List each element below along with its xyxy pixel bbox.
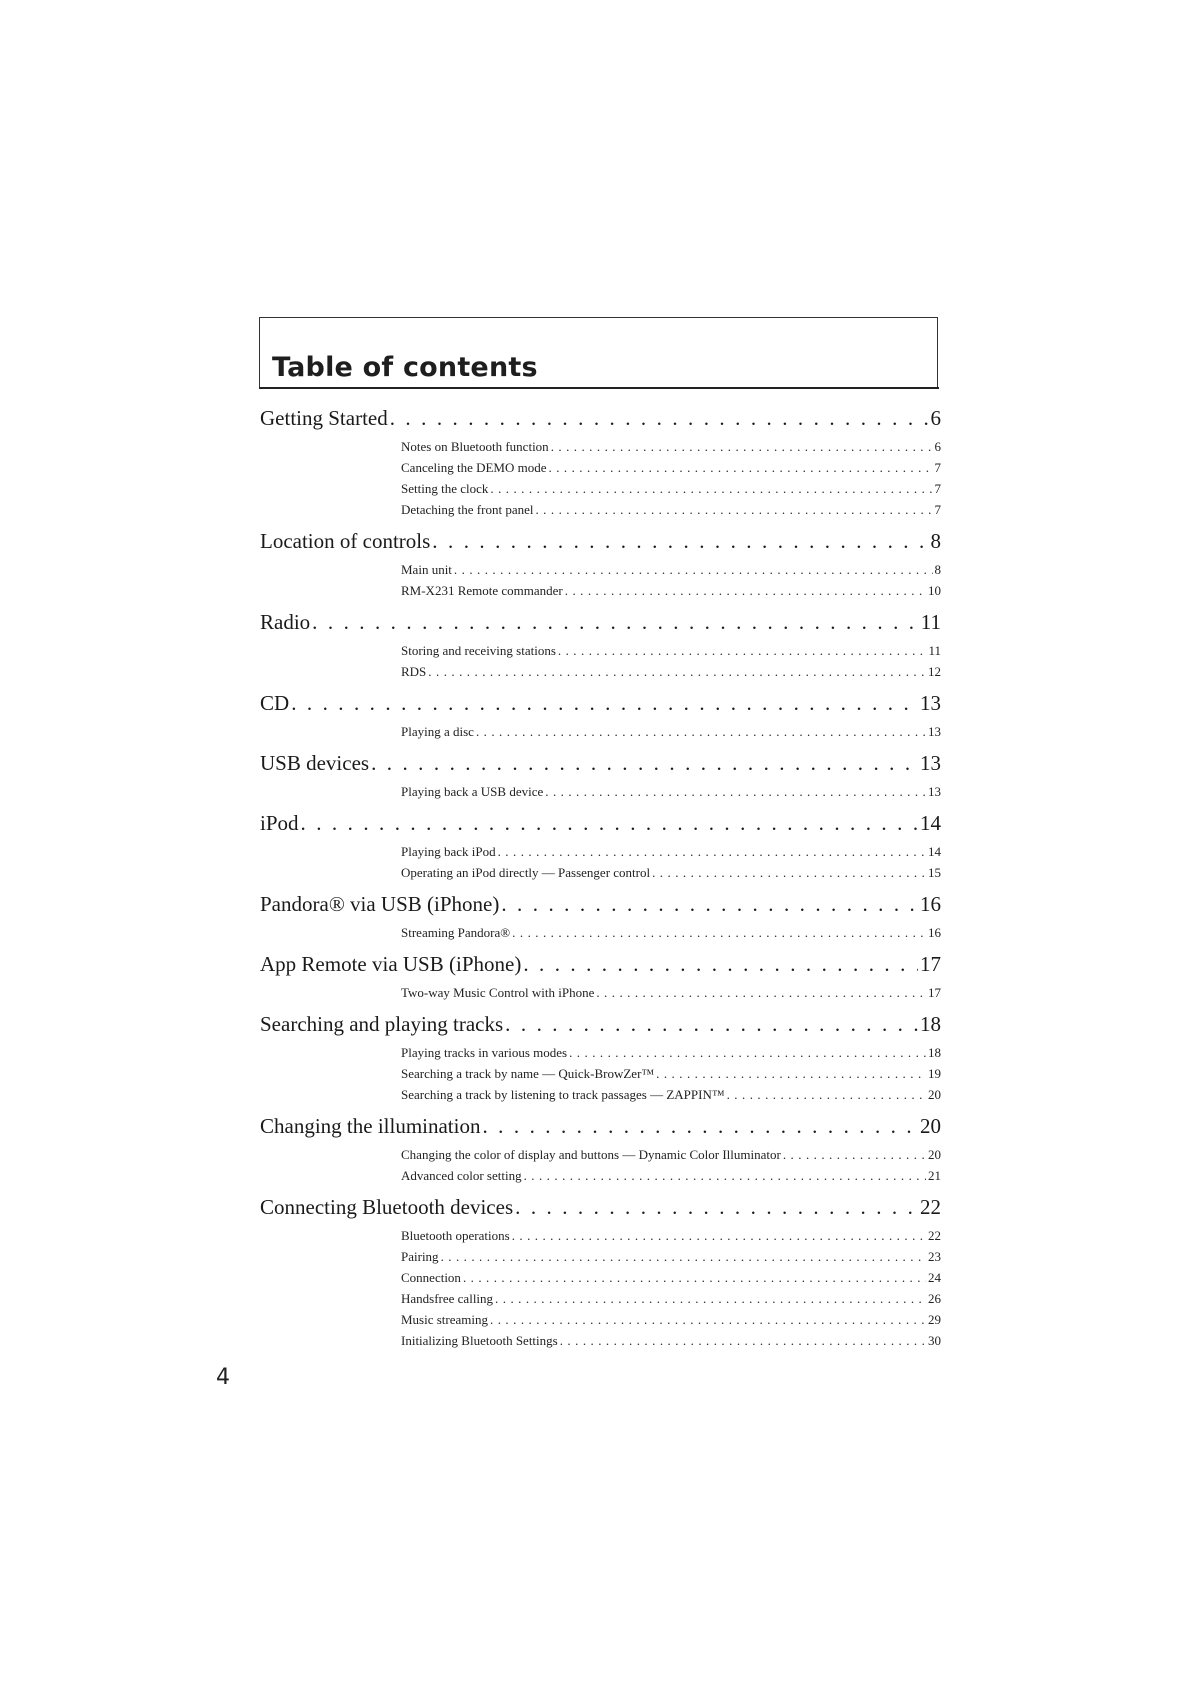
dot-leader	[432, 528, 928, 555]
subentry-title: Connection	[401, 1270, 461, 1285]
toc-subentry[interactable]	[401, 781, 941, 802]
toc-subentries	[401, 1042, 941, 1105]
section-title: Connecting Bluetooth devices	[260, 1195, 514, 1219]
subentry-title: Detaching the front panel	[401, 502, 534, 517]
dot-leader	[656, 1063, 926, 1084]
toc-section	[260, 951, 941, 1003]
subentry-page-number: 12	[928, 664, 941, 679]
subentry-title: Pairing	[401, 1249, 439, 1264]
subentry-title: Initializing Bluetooth Settings	[401, 1333, 558, 1348]
subentry-page-number: 14	[928, 844, 941, 859]
toc-subentry[interactable]	[401, 559, 941, 580]
subentry-page-number: 23	[928, 1249, 941, 1264]
toc-subentries	[401, 721, 941, 742]
toc-subentry[interactable]	[401, 1144, 941, 1165]
table-of-contents	[260, 400, 941, 1351]
dot-leader	[560, 1330, 926, 1351]
subentry-title: Searching a track by name — Quick-BrowZer™	[401, 1066, 655, 1081]
subentry-page-number: 22	[928, 1228, 941, 1243]
subentry-page-number: 16	[928, 925, 941, 940]
subentry-page-number: 7	[934, 481, 941, 496]
subentry-title: Setting the clock	[401, 481, 489, 496]
subentry-page-number: 20	[928, 1147, 941, 1162]
subentry-title: Main unit	[401, 562, 452, 577]
toc-subentry[interactable]	[401, 1084, 941, 1105]
section-title: USB devices	[260, 751, 370, 775]
dot-leader	[558, 640, 927, 661]
toc-section-entry[interactable]	[260, 405, 941, 432]
section-page-number: 13	[920, 691, 941, 715]
page-number: 4	[216, 1365, 230, 1390]
section-title: App Remote via USB (iPhone)	[260, 952, 522, 976]
toc-subentry[interactable]	[401, 1246, 941, 1267]
subentry-title: Streaming Pandora®	[401, 925, 511, 940]
dot-leader	[463, 1267, 926, 1288]
toc-subentry[interactable]	[401, 436, 941, 457]
toc-subentry[interactable]	[401, 1225, 941, 1246]
dot-leader	[390, 405, 929, 432]
dot-leader	[312, 609, 919, 636]
toc-section-entry[interactable]	[260, 750, 941, 777]
subentry-title: RM-X231 Remote commander	[401, 583, 563, 598]
toc-subentry[interactable]	[401, 457, 941, 478]
toc-section	[260, 609, 941, 682]
dot-leader	[476, 721, 926, 742]
subentry-title: Advanced color setting	[401, 1168, 522, 1183]
dot-leader	[495, 1288, 926, 1309]
section-page-number: 22	[920, 1195, 941, 1219]
section-title: Changing the illumination	[260, 1114, 481, 1138]
toc-subentries	[401, 922, 941, 943]
toc-subentries	[401, 982, 941, 1003]
dot-leader	[565, 580, 926, 601]
subentry-page-number: 30	[928, 1333, 941, 1348]
subentry-page-number: 20	[928, 1087, 941, 1102]
dot-leader	[291, 690, 918, 717]
toc-section-entry[interactable]	[260, 810, 941, 837]
dot-leader	[596, 982, 926, 1003]
toc-section-entry[interactable]	[260, 1113, 941, 1140]
toc-subentry[interactable]	[401, 661, 941, 682]
dot-leader	[512, 922, 926, 943]
toc-section-entry[interactable]	[260, 1011, 941, 1038]
toc-subentries	[401, 436, 941, 520]
toc-subentry[interactable]	[401, 640, 941, 661]
section-page-number: 16	[920, 892, 941, 916]
toc-subentry[interactable]	[401, 841, 941, 862]
section-page-number: 6	[930, 406, 941, 430]
toc-subentry[interactable]	[401, 862, 941, 883]
subentry-page-number: 24	[928, 1270, 941, 1285]
toc-section	[260, 1113, 941, 1186]
dot-leader	[512, 1225, 926, 1246]
toc-subentry[interactable]	[401, 580, 941, 601]
section-page-number: 20	[920, 1114, 941, 1138]
subentry-page-number: 11	[928, 643, 941, 658]
dot-leader	[505, 1011, 918, 1038]
subentry-title: Storing and receiving stations	[401, 643, 556, 658]
subentry-page-number: 13	[928, 724, 941, 739]
toc-subentries	[401, 559, 941, 601]
toc-subentry[interactable]	[401, 1042, 941, 1063]
dot-leader	[441, 1246, 926, 1267]
section-title: Location of controls	[260, 529, 431, 553]
toc-title: Table of contents	[272, 352, 538, 383]
toc-section-entry[interactable]	[260, 690, 941, 717]
subentry-page-number: 26	[928, 1291, 941, 1306]
title-underline	[259, 387, 939, 389]
dot-leader	[482, 1113, 918, 1140]
dot-leader	[428, 661, 926, 682]
subentry-page-number: 29	[928, 1312, 941, 1327]
toc-subentry[interactable]	[401, 922, 941, 943]
dot-leader	[569, 1042, 926, 1063]
toc-subentries	[401, 640, 941, 682]
subentry-page-number: 7	[934, 502, 941, 517]
subentry-title: Music streaming	[401, 1312, 489, 1327]
dot-leader	[535, 499, 932, 520]
subentry-title: Playing back iPod	[401, 844, 496, 859]
subentry-page-number: 13	[928, 784, 941, 799]
subentry-title: Handsfree calling	[401, 1291, 494, 1306]
dot-leader	[515, 1194, 918, 1221]
section-page-number: 14	[920, 811, 941, 835]
toc-subentry[interactable]	[401, 1288, 941, 1309]
toc-subentries	[401, 841, 941, 883]
dot-leader	[783, 1144, 926, 1165]
section-title: Radio	[260, 610, 311, 634]
section-title: CD	[260, 691, 290, 715]
dot-leader	[501, 891, 918, 918]
subentry-title: Canceling the DEMO mode	[401, 460, 547, 475]
toc-section	[260, 1194, 941, 1351]
subentry-page-number: 8	[934, 562, 941, 577]
section-page-number: 18	[920, 1012, 941, 1036]
dot-leader	[301, 810, 918, 837]
section-title: Getting Started	[260, 406, 388, 430]
subentry-page-number: 17	[928, 985, 941, 1000]
dot-leader	[545, 781, 926, 802]
toc-subentry[interactable]	[401, 1309, 941, 1330]
dot-leader	[551, 436, 933, 457]
toc-subentries	[401, 1144, 941, 1186]
dot-leader	[523, 951, 918, 978]
toc-section-entry[interactable]	[260, 891, 941, 918]
dot-leader	[549, 457, 933, 478]
section-page-number: 17	[920, 952, 941, 976]
subentry-page-number: 18	[928, 1045, 941, 1060]
subentry-title: RDS	[401, 664, 427, 679]
toc-subentries	[401, 1225, 941, 1351]
subentry-page-number: 10	[928, 583, 941, 598]
section-page-number: 13	[920, 751, 941, 775]
subentry-title: Operating an iPod directly — Passenger control	[401, 865, 651, 880]
toc-section	[260, 891, 941, 943]
toc-subentry[interactable]	[401, 478, 941, 499]
subentry-page-number: 21	[928, 1168, 941, 1183]
toc-subentry[interactable]	[401, 1063, 941, 1084]
toc-subentry[interactable]	[401, 499, 941, 520]
section-page-number: 8	[930, 529, 941, 553]
toc-title-box	[259, 317, 938, 387]
section-title: Pandora® via USB (iPhone)	[260, 892, 500, 916]
toc-subentry[interactable]	[401, 1267, 941, 1288]
toc-section	[260, 690, 941, 742]
subentry-title: Playing back a USB device	[401, 784, 544, 799]
dot-leader	[652, 862, 926, 883]
section-page-number: 11	[920, 610, 941, 634]
toc-section	[260, 528, 941, 601]
toc-section-entry[interactable]	[260, 951, 941, 978]
toc-subentries	[401, 781, 941, 802]
dot-leader	[490, 1309, 926, 1330]
subentry-title: Notes on Bluetooth function	[401, 439, 549, 454]
subentry-page-number: 15	[928, 865, 941, 880]
subentry-title: Playing a disc	[401, 724, 474, 739]
subentry-page-number: 19	[928, 1066, 941, 1081]
toc-section	[260, 405, 941, 520]
toc-section-entry[interactable]	[260, 528, 941, 555]
dot-leader	[490, 478, 932, 499]
subentry-title: Playing tracks in various modes	[401, 1045, 568, 1060]
section-title: Searching and playing tracks	[260, 1012, 504, 1036]
toc-subentry[interactable]	[401, 1165, 941, 1186]
dot-leader	[727, 1084, 926, 1105]
toc-section	[260, 810, 941, 883]
dot-leader	[371, 750, 918, 777]
toc-section	[260, 750, 941, 802]
toc-section-entry[interactable]	[260, 609, 941, 636]
section-title: iPod	[260, 811, 299, 835]
subentry-title: Two-way Music Control with iPhone	[401, 985, 595, 1000]
dot-leader	[524, 1165, 926, 1186]
toc-section	[260, 1011, 941, 1105]
toc-subentry[interactable]	[401, 721, 941, 742]
toc-subentry[interactable]	[401, 1330, 941, 1351]
subentry-title: Searching a track by listening to track passages — ZAPPIN™	[401, 1087, 725, 1102]
dot-leader	[498, 841, 926, 862]
subentry-title: Changing the color of display and buttons — Dynamic Color Illuminator	[401, 1147, 781, 1162]
dot-leader	[454, 559, 933, 580]
toc-section-entry[interactable]	[260, 1194, 941, 1221]
subentry-title: Bluetooth operations	[401, 1228, 510, 1243]
toc-subentry[interactable]	[401, 982, 941, 1003]
subentry-page-number: 6	[934, 439, 941, 454]
subentry-page-number: 7	[934, 460, 941, 475]
